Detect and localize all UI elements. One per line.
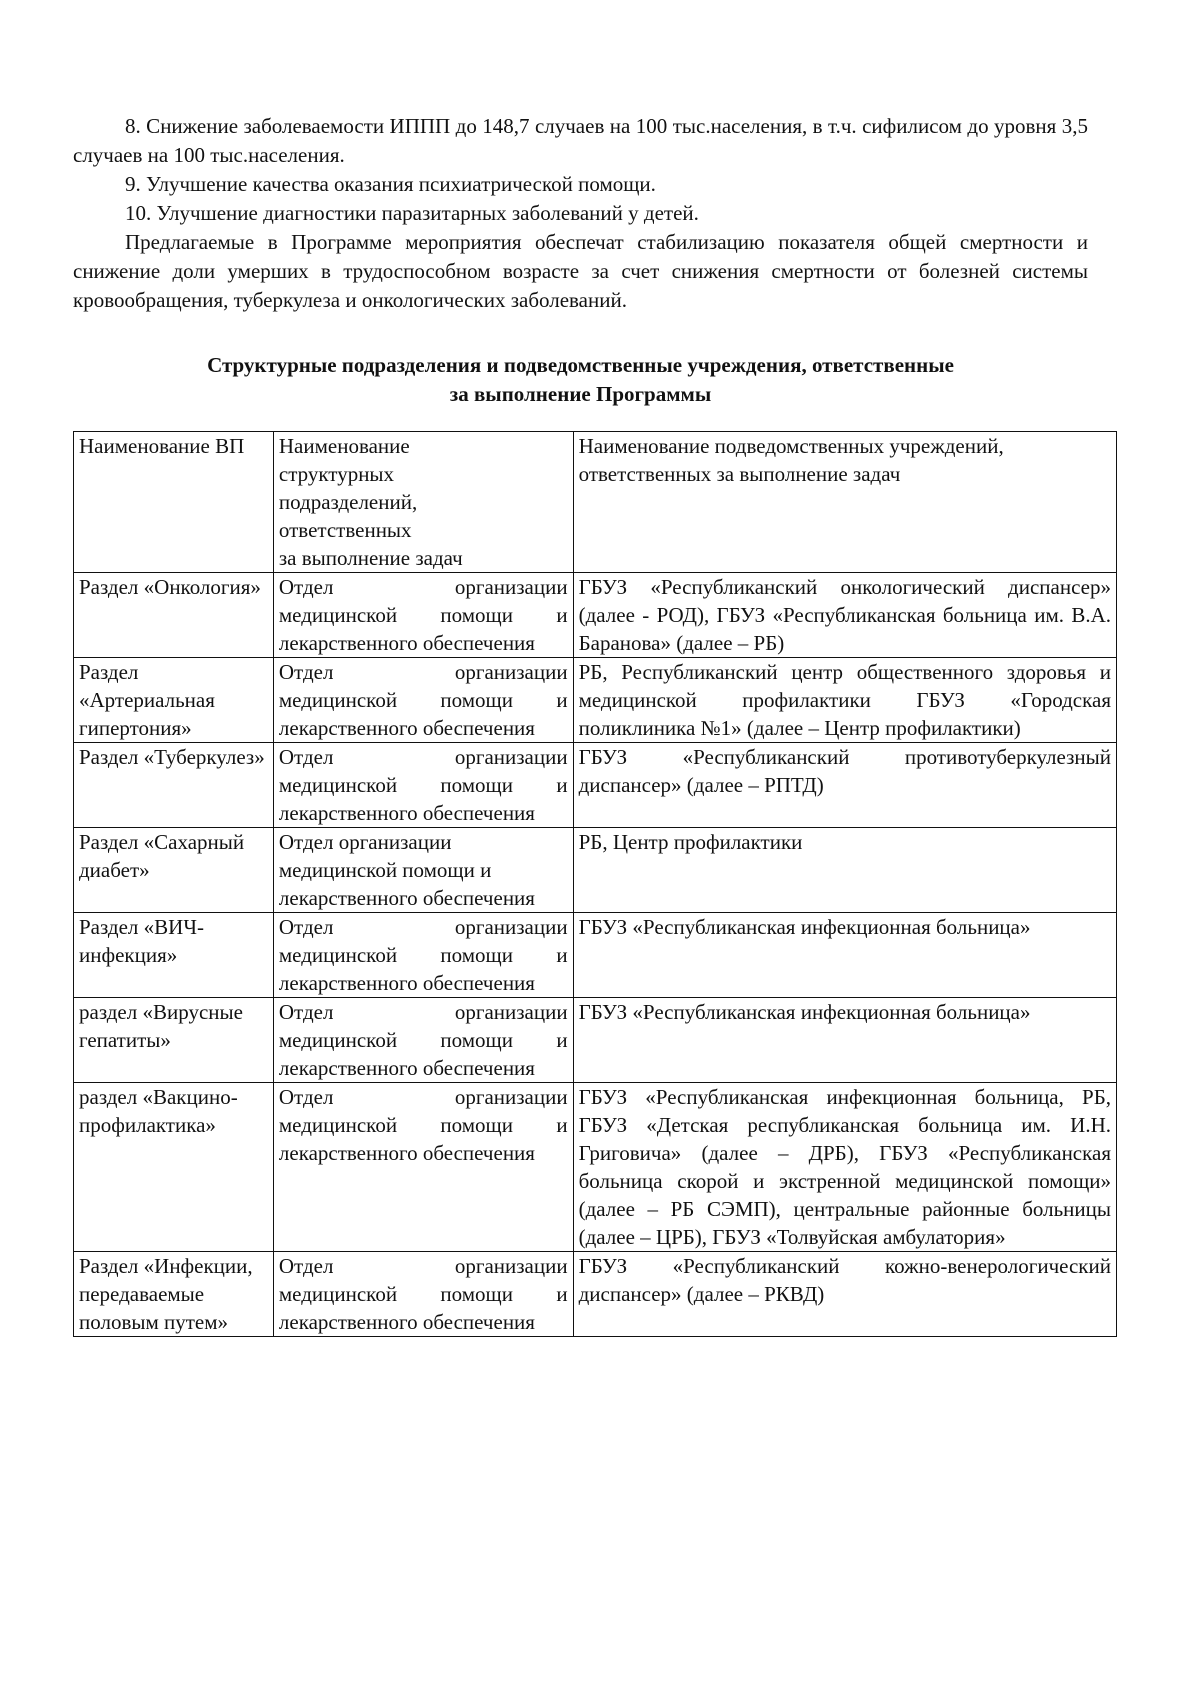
table-row [74,1252,1117,1337]
section-heading-line-1: Структурные подразделения и подведомственные учреждения, ответственные [207,353,954,377]
row-institutions: ГБУЗ «Республиканская инфекционная больница» [573,913,1116,998]
row-department: Отдел организации медицинской помощи и лекарственного обеспечения [273,913,573,998]
row-institutions: ГБУЗ «Республиканский онкологический диспансер» (далее - РОД), ГБУЗ «Республиканская больница им. В.А. Баранова» (далее – РБ) [573,573,1116,658]
row-section: Раздел «Туберкулез» [74,743,274,828]
row-department: Отдел организации медицинской помощи и лекарственного обеспечения [273,658,573,743]
table-row [74,1083,1117,1252]
row-department: Отдел организации медицинской помощи и лекарственного обеспечения [273,1252,573,1337]
row-section: Раздел «ВИЧ-инфекция» [74,913,274,998]
row-department: Отдел организации медицинской помощи и лекарственного обеспечения [273,1083,573,1252]
row-institutions: РБ, Центр профилактики [573,828,1116,913]
row-department: Отдел организации медицинской помощи и лекарственного обеспечения [273,998,573,1083]
row-section: Раздел «Инфекции, передаваемые половым путем» [74,1252,274,1337]
table-row [74,913,1117,998]
row-institutions: ГБУЗ «Республиканская инфекционная больница» [573,998,1116,1083]
table-row [74,658,1117,743]
row-section: Раздел «Онкология» [74,573,274,658]
responsibility-table [73,431,1117,1337]
summary-paragraph: Предлагаемые в Программе мероприятия обеспечат стабилизацию показателя общей смертности и снижение доли умерших в трудоспособном возрасте за счет снижения смертности от болезней системы кровообращения, туберкулеза и онкологических заболеваний. [73,230,1088,312]
section-heading [73,351,1088,409]
row-institutions: ГБУЗ «Республиканская инфекционная больница, РБ, ГБУЗ «Детская республиканская больница им. И.Н. Григовича» (далее – ДРБ), ГБУЗ «Республиканская больница скорой и экстренной медицинской помощи» (далее – РБ СЭМП), центральные районные больницы (далее – ЦРБ), ГБУЗ «Толвуйская амбулатория» [573,1083,1116,1252]
table-row [74,573,1117,658]
goal-item-8: 8. Снижение заболеваемости ИППП до 148,7 случаев на 100 тыс.населения, в т.ч. сифилисом до уровня 3,5 случаев на 100 тыс.населения. [73,114,1088,167]
table-row [74,828,1117,913]
header-section-name: Наименование ВП [74,432,274,573]
row-department: Отдел организации медицинской помощи и лекарственного обеспечения [273,573,573,658]
table-row [74,998,1117,1083]
header-institution-name: Наименование подведомственных учреждений, ответственных за выполнение задач [573,432,1116,573]
goal-item-10: 10. Улучшение диагностики паразитарных заболеваний у детей. [125,201,699,225]
goal-item-9: 9. Улучшение качества оказания психиатрической помощи. [125,172,656,196]
table-row [74,743,1117,828]
row-institutions: РБ, Республиканский центр общественного здоровья и медицинской профилактики ГБУЗ «Городская поликлиника №1» (далее – Центр профилактики) [573,658,1116,743]
table-header-row [74,432,1117,573]
row-section: Раздел «Артериальная гипертония» [74,658,274,743]
section-heading-line-2: за выполнение Программы [449,382,712,406]
row-department: Отдел организации медицинской помощи и лекарственного обеспечения [273,828,573,913]
row-institutions: ГБУЗ «Республиканский противотуберкулезный диспансер» (далее – РПТД) [573,743,1116,828]
row-section: Раздел «Сахарный диабет» [74,828,274,913]
row-section: раздел «Вакцино-профилактика» [74,1083,274,1252]
row-department: Отдел организации медицинской помощи и лекарственного обеспечения [273,743,573,828]
header-department-name: Наименование структурных подразделений, ответственных за выполнение задач [273,432,573,573]
row-section: раздел «Вирусные гепатиты» [74,998,274,1083]
row-institutions: ГБУЗ «Республиканский кожно-венерологический диспансер» (далее – РКВД) [573,1252,1116,1337]
